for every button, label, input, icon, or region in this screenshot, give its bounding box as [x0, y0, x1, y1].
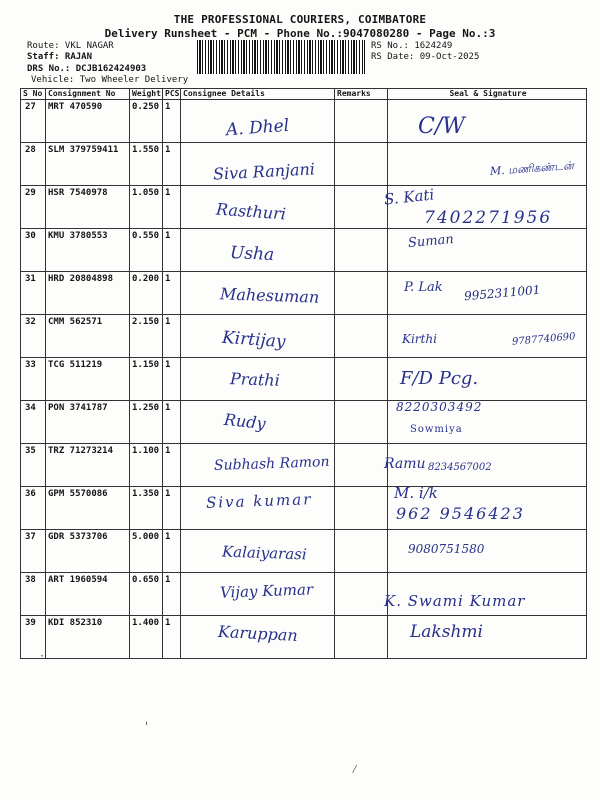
stray-dot: ·: [39, 651, 46, 662]
cell-weight: 1.150: [130, 358, 163, 401]
cell-remarks: [335, 530, 388, 573]
handwritten-signature: Suman: [407, 232, 455, 251]
rs-date: RS Date: 09-Oct-2025: [371, 52, 480, 62]
handwritten-consignee: Rasthuri: [215, 199, 287, 224]
cell-remarks: [335, 487, 388, 530]
cell-remarks: [335, 573, 388, 616]
runsheet-subtitle: Delivery Runsheet - PCM - Phone No.:9047080280 - Page No.:3: [104, 27, 496, 40]
cell-consignment: HSR 7540978: [46, 186, 130, 229]
cell-weight: 0.550: [130, 229, 163, 272]
cell-consignment: KDI 852310: [46, 616, 130, 659]
cell-sno: 39: [21, 616, 46, 659]
cell-weight: 2.150: [130, 315, 163, 358]
cell-remarks: [335, 272, 388, 315]
handwritten-signature: 9080751580: [408, 542, 485, 556]
cell-consignment: PON 3741787: [46, 401, 130, 444]
cell-remarks: [335, 401, 388, 444]
stray-pen-mark: ˌ: [143, 712, 151, 726]
cell-consignment: TRZ 71273214: [46, 444, 130, 487]
cell-remarks: [335, 358, 388, 401]
cell-consignment: SLM 379759411: [46, 143, 130, 186]
table-row: [21, 100, 587, 143]
cell-pcs: 1: [163, 358, 181, 401]
handwritten-signature: 9952311001: [463, 282, 541, 304]
handwritten-consignee: Prathi: [229, 369, 281, 390]
cell-weight: 1.100: [130, 444, 163, 487]
cell-weight: 1.400: [130, 616, 163, 659]
cell-consignment: TCG 511219: [46, 358, 130, 401]
cell-consignment: GDR 5373706: [46, 530, 130, 573]
handwritten-signature: P. Lak: [404, 280, 443, 295]
drs-number: DRS No.: DCJB162424903: [27, 64, 147, 74]
handwritten-signature: K. Swami Kumar: [384, 592, 526, 610]
handwritten-signature: 962 9546423: [396, 504, 525, 523]
cell-remarks: [335, 229, 388, 272]
cell-pcs: 1: [163, 186, 181, 229]
cell-weight: 5.000: [130, 530, 163, 573]
handwritten-signature: Sowmiya: [410, 424, 463, 435]
handwritten-consignee: Karuppan: [217, 621, 299, 646]
cell-pcs: 1: [163, 487, 181, 530]
col-header-seal: Seal & Signature: [388, 89, 587, 100]
cell-consignment: CMM 562571: [46, 315, 130, 358]
handwritten-signature: M. மணிகண்டன்: [489, 159, 575, 178]
cell-sno: 29: [21, 186, 46, 229]
cell-sno: 38: [21, 573, 46, 616]
cell-sno: 35: [21, 444, 46, 487]
handwritten-consignee: Siva kumar: [205, 490, 313, 512]
cell-pcs: 1: [163, 100, 181, 143]
cell-consignment: KMU 3780553: [46, 229, 130, 272]
cell-weight: 1.250: [130, 401, 163, 444]
cell-remarks: [335, 186, 388, 229]
cell-consignment: HRD 20804898: [46, 272, 130, 315]
table-header-row: [21, 89, 587, 100]
cell-weight: 0.650: [130, 573, 163, 616]
table-row: [21, 315, 587, 358]
cell-sno: 33: [21, 358, 46, 401]
handwritten-signature: C/W: [418, 114, 465, 139]
handwritten-signature: M. i/k: [394, 484, 438, 502]
cell-sno: 34: [21, 401, 46, 444]
cell-pcs: 1: [163, 229, 181, 272]
barcode-image: [197, 40, 365, 74]
cell-pcs: 1: [163, 616, 181, 659]
cell-pcs: 1: [163, 401, 181, 444]
cell-sno: 36: [21, 487, 46, 530]
handwritten-signature: Lakshmi: [410, 622, 483, 642]
cell-remarks: [335, 315, 388, 358]
cell-sno: 30: [21, 229, 46, 272]
cell-pcs: 1: [163, 444, 181, 487]
cell-pcs: 1: [163, 143, 181, 186]
col-header-consignee: Consignee Details: [181, 89, 335, 100]
cell-remarks: [335, 100, 388, 143]
cell-sno: 28: [21, 143, 46, 186]
handwritten-consignee: Siva Ranjani: [212, 159, 316, 184]
cell-remarks: [335, 616, 388, 659]
table-row: [21, 616, 587, 659]
table-row: [21, 229, 587, 272]
handwritten-signature: 8220303492: [396, 400, 483, 414]
cell-sno: 27: [21, 100, 46, 143]
cell-weight: 1.550: [130, 143, 163, 186]
col-header-consignment: Consignment No: [46, 89, 130, 100]
route-label: Route: VKL NAGAR: [27, 41, 114, 51]
stray-pen-mark: ⁄: [351, 762, 359, 776]
staff-label: Staff: RAJAN: [27, 52, 93, 62]
handwritten-consignee: Kirtijay: [221, 327, 287, 353]
cell-weight: 1.050: [130, 186, 163, 229]
handwritten-consignee: A. Dhel: [225, 115, 290, 141]
cell-sno: 31: [21, 272, 46, 315]
handwritten-consignee: Rudy: [223, 409, 267, 434]
handwritten-signature: Kirthi: [402, 332, 437, 346]
cell-consignment: GPM 5570086: [46, 487, 130, 530]
cell-pcs: 1: [163, 530, 181, 573]
company-title: THE PROFESSIONAL COURIERS, COIMBATORE: [173, 13, 427, 26]
col-header-remarks: Remarks: [335, 89, 388, 100]
handwritten-signature: S. Kati: [383, 185, 436, 209]
handwritten-consignee: Kalaiyarasi: [221, 542, 308, 564]
col-header-sno: S No: [21, 89, 46, 100]
cell-weight: 1.350: [130, 487, 163, 530]
cell-pcs: 1: [163, 272, 181, 315]
handwritten-signature: 7402271956: [424, 208, 553, 228]
handwritten-signature: Ramu: [384, 456, 426, 472]
handwritten-consignee: Subhash Ramon: [213, 453, 330, 475]
cell-remarks: [335, 444, 388, 487]
table-row: [21, 358, 587, 401]
handwritten-consignee: Mahesuman: [219, 284, 320, 307]
cell-weight: 0.200: [130, 272, 163, 315]
cell-consignment: ART 1960594: [46, 573, 130, 616]
handwritten-consignee: Usha: [229, 242, 275, 266]
vehicle-label: Vehicle: Two Wheeler Delivery: [31, 75, 189, 85]
handwritten-signature: 9787740690: [511, 331, 576, 348]
handwritten-signature: 8234567002: [428, 462, 492, 473]
cell-sno: 32: [21, 315, 46, 358]
cell-weight: 0.250: [130, 100, 163, 143]
col-header-pcs: PCS: [163, 89, 181, 100]
rs-number: RS No.: 1624249: [371, 41, 453, 51]
handwritten-signature: F/D Pcg.: [400, 368, 479, 389]
cell-consignment: MRT 470590: [46, 100, 130, 143]
cell-pcs: 1: [163, 315, 181, 358]
cell-remarks: [335, 143, 388, 186]
cell-sno: 37: [21, 530, 46, 573]
handwritten-consignee: Vijay Kumar: [219, 580, 314, 602]
cell-pcs: 1: [163, 573, 181, 616]
table-row: [21, 401, 587, 444]
col-header-weight: Weight: [130, 89, 163, 100]
